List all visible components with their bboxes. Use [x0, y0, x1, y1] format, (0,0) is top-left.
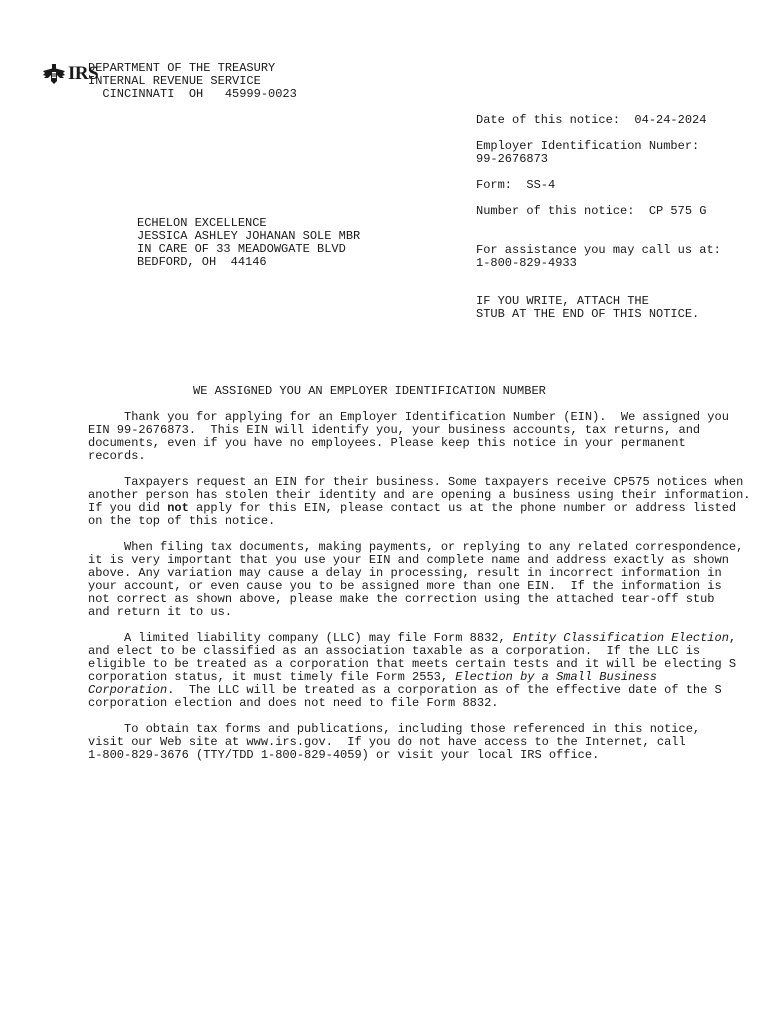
paragraph-filing: When filing tax documents, making payments, or replying to any related correspondence, it is very important that you use your EIN and complete name and address exactly as shown above. Any variation may cause a delay in processing, result in incorrect information in your account, or even cause you to be assigned more than one EIN. If the information is not correct as shown above, please make the correction using the attached tear-off stub and return it to us. [88, 540, 744, 619]
recipient-address [137, 217, 360, 269]
recipient-line: JESSICA ASHLEY JOHANAN SOLE MBR [137, 229, 361, 243]
recipient-line: BEDFORD, OH 44146 [137, 255, 267, 269]
logo-text: IRS [68, 63, 99, 84]
paragraph-identity-theft: Taxpayers request an EIN for their business. Some taxpayers receive CP575 notices when another person has stolen their identity and are opening a business using their information. If you did not apply for this EIN, please contact us at the phone number or address listed on the top of this notice. [88, 475, 751, 528]
write-instructions: IF YOU WRITE, ATTACH THE STUB AT THE END OF THIS NOTICE. [476, 294, 700, 321]
notice-date: Date of this notice: 04-24-2024 [476, 113, 707, 127]
agency-header [88, 62, 297, 101]
ein-label: Employer Identification Number: [476, 139, 700, 153]
notice-body [88, 410, 751, 775]
eagle-icon [42, 63, 66, 85]
assistance-phone: 1-800-829-4933 [476, 256, 577, 270]
form-title-2553: Election by a Small Business [455, 670, 657, 684]
ein-block [476, 140, 699, 166]
ein-value: 99-2676873 [476, 152, 549, 166]
paragraph-thank-you: Thank you for applying for an Employer Identification Number (EIN). We assigned you EIN 99-2676873. This EIN will identify you, your business accounts, tax returns, and documents, even if you have no employees. Please keep this notice in your permanent records. [88, 410, 729, 463]
emphasis-not: not [167, 501, 189, 515]
agency-address: CINCINNATI OH 45999-0023 [88, 87, 297, 101]
recipient-line: IN CARE OF 33 MEADOWGATE BLVD [137, 242, 346, 256]
paragraph-forms: To obtain tax forms and publications, including those referenced in this notice, visit our Web site at www.irs.gov. If you do not have access to the Internet, call 1-800-829-3676 (TTY/TDD 1-800-829-4059) or visit your local IRS office. [88, 722, 701, 762]
form-line: Form: SS-4 [476, 178, 556, 192]
form-title-8832: Entity Classification Election [512, 631, 729, 645]
paragraph-llc: A limited liability company (LLC) may file Form 8832, Entity Classification Election, and elect to be classified as an association taxable as a corporation. If the LLC is eligible to be treated as a corporation that meets certain tests and it will be electing S corporation status, it must timely file Form 2553, Election by a Small Business Corporation. The LLC will be treated as a corporation as of the effective date of the S corporation election and does not need to file Form 8832. [88, 631, 737, 710]
agency-line: DEPARTMENT OF THE TREASURY [88, 61, 276, 75]
agency-line: INTERNAL REVENUE SERVICE [88, 74, 261, 88]
notice-number: Number of this notice: CP 575 G [476, 204, 707, 218]
assistance-block [476, 244, 721, 270]
recipient-line: ECHELON EXCELLENCE [137, 216, 267, 230]
assistance-label: For assistance you may call us at: [476, 243, 721, 257]
notice-title: WE ASSIGNED YOU AN EMPLOYER IDENTIFICATION NUMBER [193, 384, 546, 398]
